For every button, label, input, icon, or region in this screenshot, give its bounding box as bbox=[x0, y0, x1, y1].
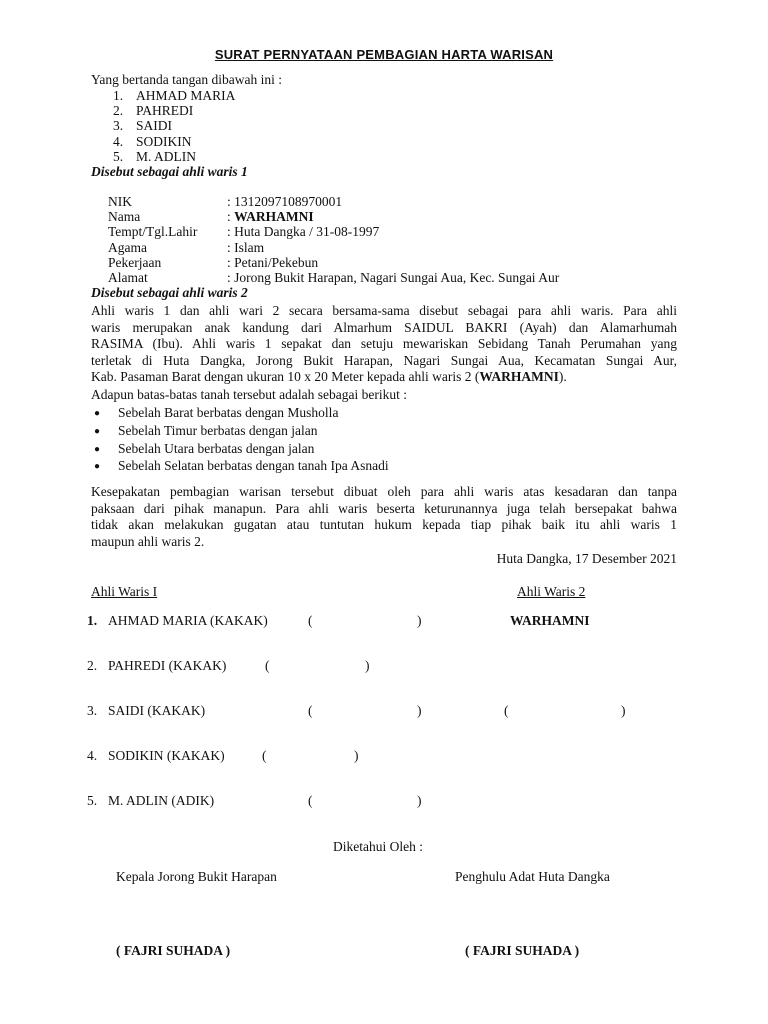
list-item bbox=[91, 440, 389, 458]
bio-row bbox=[108, 194, 559, 209]
bio-row bbox=[108, 224, 559, 239]
official2-name: ( FAJRI SUHADA ) bbox=[465, 943, 580, 958]
paragraph-text: ). bbox=[558, 369, 567, 385]
bio-row bbox=[108, 255, 559, 270]
bio-key: Pekerjaan bbox=[108, 254, 162, 270]
bullet-icon: ● bbox=[94, 461, 101, 473]
item-number: 5. bbox=[87, 793, 98, 808]
col1-header: Ahli Waris I bbox=[91, 584, 158, 599]
list-item bbox=[113, 103, 235, 118]
signatory-row bbox=[0, 657, 768, 675]
document-title: SURAT PERNYATAAN PEMBAGIAN HARTA WARISAN bbox=[214, 47, 554, 62]
signatory-name: SODIKIN (KAKAK) bbox=[108, 748, 225, 763]
heir2-caption: Disebut sebagai ahli waris 2 bbox=[91, 285, 248, 300]
item-number: 4. bbox=[87, 748, 98, 763]
place-date: Huta Dangka, 17 Desember 2021 bbox=[496, 551, 677, 566]
signature-open-paren: ( bbox=[262, 748, 267, 763]
signature-close-paren: ) bbox=[417, 703, 422, 718]
paragraph-line: Ahli waris 1 dan ahli wari 2 secara bersama-sama disebut sebagai para ahli waris. Para ahli bbox=[91, 303, 677, 318]
signature-close-paren: ) bbox=[354, 748, 359, 763]
bullet-icon: ● bbox=[94, 443, 101, 455]
item-number: 2. bbox=[87, 658, 98, 673]
signature-close-paren: ) bbox=[417, 793, 422, 808]
bio-value: : 1312097108970001 bbox=[227, 194, 343, 209]
heir2-close-paren: ) bbox=[621, 703, 626, 718]
signatory-name: PAHREDI (KAKAK) bbox=[108, 658, 227, 673]
bio-key: Nama bbox=[108, 209, 141, 225]
signatory-name: SAIDI (KAKAK) bbox=[108, 703, 206, 718]
paragraph-line: terletak di Huta Dangka, Jorong Bukit Harapan, Nagari Sungai Aua, Kecamatan Sungai Aur, bbox=[91, 352, 677, 368]
boundary-text: Sebelah Selatan berbatas dengan tanah Ipa Asnadi bbox=[118, 458, 389, 474]
paragraph-text: Kab. Pasaman Barat dengan ukuran 10 x 20 Meter kepada ahli waris 2 ( bbox=[91, 369, 480, 385]
boundary-text: Sebelah Utara berbatas dengan jalan bbox=[118, 440, 315, 456]
boundaries-intro: Adapun batas-batas tanah tersebut adalah sebagai berikut : bbox=[91, 387, 408, 402]
heir-name: AHMAD MARIA bbox=[136, 88, 236, 103]
signatory-row bbox=[0, 612, 768, 630]
intro-text: Yang bertanda tangan dibawah ini : bbox=[91, 72, 282, 87]
paragraph-inheritance bbox=[91, 303, 677, 386]
bullet-icon: ● bbox=[94, 408, 101, 419]
item-number: 1. bbox=[87, 613, 98, 628]
signatory-row bbox=[0, 747, 768, 765]
item-number: 3. bbox=[87, 703, 98, 718]
bio-row bbox=[108, 209, 559, 224]
list-item bbox=[91, 457, 389, 475]
bio-key: Tempt/Tgl.Lahir bbox=[108, 224, 198, 240]
boundary-text: Sebelah Barat berbatas dengan Musholla bbox=[118, 405, 339, 420]
bio-row bbox=[108, 240, 559, 255]
heir-name: SAIDI bbox=[136, 118, 172, 134]
paragraph-agreement bbox=[91, 484, 677, 550]
list-item bbox=[113, 134, 235, 149]
list-item bbox=[91, 422, 389, 440]
paragraph-line: paksaan dari pihak manapun. Para ahli waris beserta keturunannya juga telah bersepakat bahwa bbox=[91, 500, 677, 516]
paragraph-line: waris merupakan anak kandung dari Almarhum SAIDUL BAKRI (Ayah) dan Alamarhumah bbox=[91, 319, 677, 335]
signatory-row bbox=[0, 702, 768, 720]
item-number: 3. bbox=[113, 118, 124, 134]
signatory-name: AHMAD MARIA (KAKAK) bbox=[108, 613, 268, 628]
paragraph-line bbox=[91, 369, 677, 386]
signature-close-paren: ) bbox=[365, 658, 370, 673]
signature-open-paren: ( bbox=[308, 703, 313, 718]
item-number: 2. bbox=[113, 103, 124, 119]
boundary-text: Sebelah Timur berbatas dengan jalan bbox=[118, 422, 318, 438]
list-item bbox=[113, 88, 235, 103]
bio-value: : Jorong Bukit Harapan, Nagari Sungai Aua, Kec. Sungai Aur bbox=[227, 269, 560, 285]
signature-close-paren: ) bbox=[417, 613, 422, 628]
col2-header: Ahli Waris 2 bbox=[517, 584, 586, 599]
official1-title: Kepala Jorong Bukit Harapan bbox=[116, 869, 277, 884]
heir-name: PAHREDI bbox=[136, 103, 194, 119]
signature-open-paren: ( bbox=[308, 613, 313, 628]
paragraph-bold: WARHAMNI bbox=[479, 369, 559, 385]
bio-value: : Islam bbox=[227, 239, 265, 255]
heir-name: M. ADLIN bbox=[136, 148, 196, 164]
heirs-list bbox=[113, 88, 235, 164]
bio-key: Agama bbox=[108, 239, 147, 255]
list-item bbox=[113, 149, 235, 164]
list-item bbox=[113, 118, 235, 133]
boundaries-list bbox=[91, 404, 389, 475]
official1-name: ( FAJRI SUHADA ) bbox=[116, 943, 231, 958]
bio-value-bold: WARHAMNI bbox=[234, 209, 314, 225]
bio-table bbox=[108, 194, 559, 285]
item-number: 1. bbox=[113, 88, 124, 103]
paragraph-line: Kesepakatan pembagian warisan tersebut dibuat oleh para ahli waris atas kesadaran dan tanpa bbox=[91, 484, 677, 499]
signature-open-paren: ( bbox=[265, 658, 270, 673]
bio-key: Alamat bbox=[108, 269, 148, 285]
paragraph-line: RASIMA (Ibu). Ahli waris 1 sepakat dan setuju mewariskan Sebidang Tanah Perumahan yang bbox=[91, 336, 677, 352]
signatory-name: M. ADLIN (ADIK) bbox=[108, 793, 215, 808]
signature-open-paren: ( bbox=[308, 793, 313, 808]
bio-value: : bbox=[227, 209, 235, 225]
heir2-name: WARHAMNI bbox=[510, 613, 590, 628]
item-number: 5. bbox=[113, 148, 124, 164]
bio-value: : Petani/Pekebun bbox=[227, 254, 319, 270]
acknowledged-label: Diketahui Oleh : bbox=[333, 839, 423, 854]
bio-value: : Huta Dangka / 31-08-1997 bbox=[227, 224, 380, 240]
signatory-row bbox=[0, 792, 768, 810]
bio-row bbox=[108, 270, 559, 285]
paragraph-line: maupun ahli waris 2. bbox=[91, 533, 205, 549]
item-number: 4. bbox=[113, 133, 124, 149]
heir2-open-paren: ( bbox=[504, 703, 509, 718]
heir-name: SODIKIN bbox=[136, 133, 192, 149]
heir1-caption: Disebut sebagai ahli waris 1 bbox=[91, 164, 248, 179]
official2-title: Penghulu Adat Huta Dangka bbox=[455, 869, 610, 884]
bio-key: NIK bbox=[108, 194, 132, 209]
bullet-icon: ● bbox=[94, 425, 101, 437]
list-item bbox=[91, 404, 389, 422]
paragraph-line: tidak akan melakukan gugatan atau tuntutan hukum kepada tiap pihak baik itu ahli waris 1 bbox=[91, 517, 677, 533]
